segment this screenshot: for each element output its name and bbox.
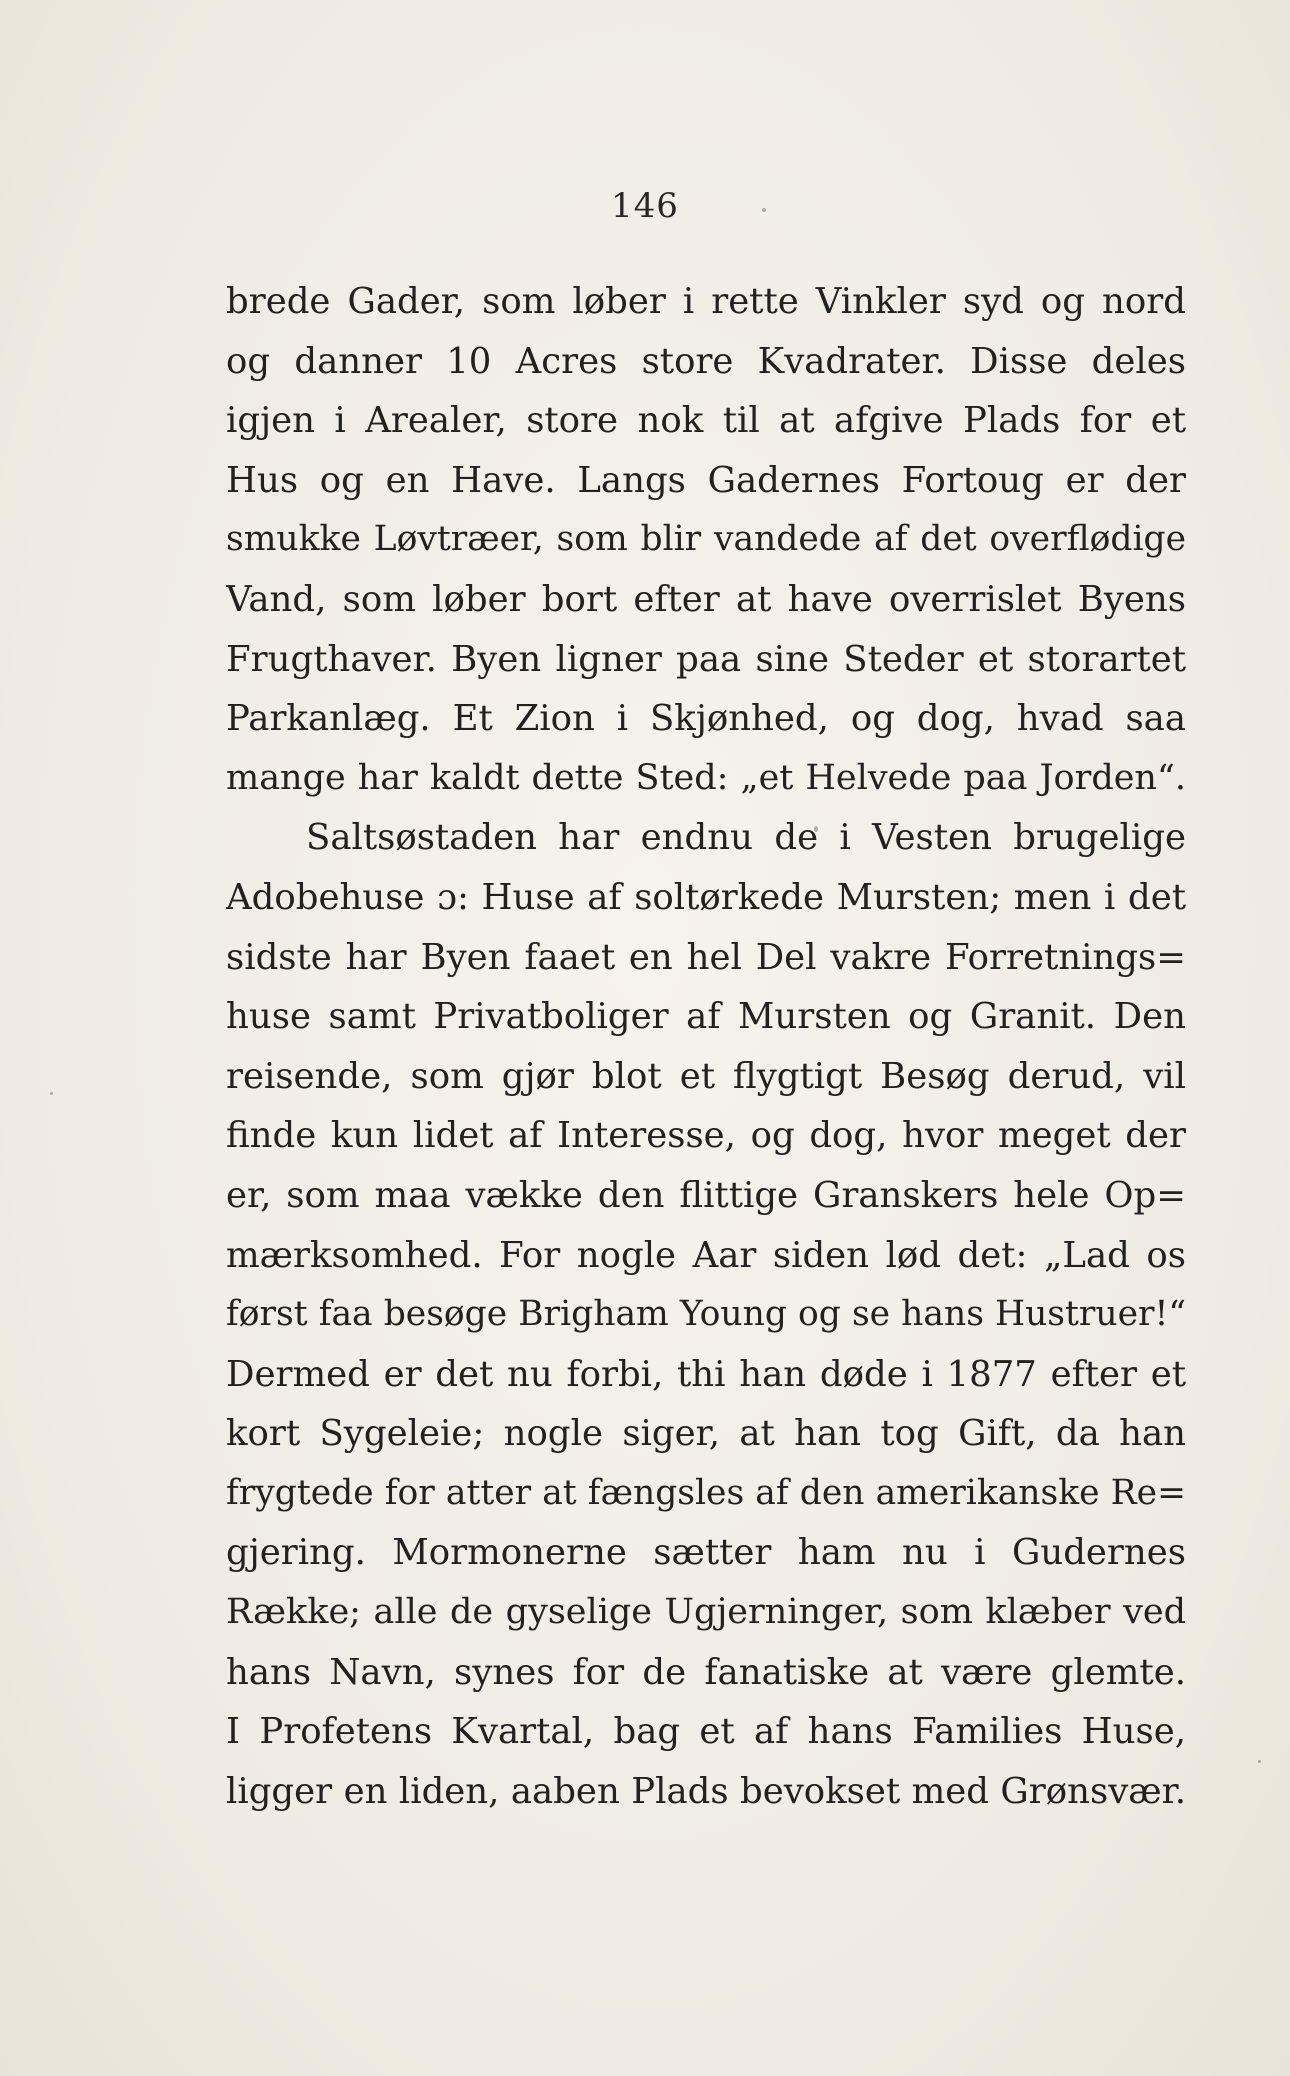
text-line: mange har kaldt dette Sted: „et Helvede paa Jorden“. xyxy=(226,757,1186,798)
text-line: finde kun lidet af Interesse, og dog, hvor meget der xyxy=(226,1115,1186,1157)
text-line: smukke Løvtræer, som blir vandede af det overflødige xyxy=(226,519,1186,560)
text-line: Saltsøstaden har endnu de i Vesten brugelige xyxy=(306,817,1186,859)
page-speck xyxy=(1258,1760,1261,1763)
text-line: Vand, som løber bort efter at have overrislet Byens xyxy=(226,578,1186,620)
text-line: Parkanlæg. Et Zion i Skjønhed, og dog, hvad saa xyxy=(226,698,1186,740)
text-line: reisende, som gjør blot et flygtigt Besøg derud, vil xyxy=(226,1055,1186,1097)
text-line: hans Navn, synes for de fanatiske at være glemte. xyxy=(226,1651,1186,1693)
text-line: Adobehuse ɔ: Huse af soltørkede Mursten; men i det xyxy=(226,876,1186,918)
text-line: brede Gader, som løber i rette Vinkler syd og nord xyxy=(226,281,1186,322)
page-speck xyxy=(50,1092,53,1095)
text-line: Frugthaver. Byen ligner paa sine Steder et storartet xyxy=(226,638,1186,680)
text-line: Dermed er det nu forbi, thi han døde i 1877 efter et xyxy=(226,1353,1186,1395)
text-line: er, som maa vække den flittige Granskers hele Op= xyxy=(226,1174,1186,1216)
page-number: 146 xyxy=(611,186,679,226)
text-line: gjering. Mormonerne sætter ham nu i Gudernes xyxy=(226,1532,1186,1574)
body-text xyxy=(226,272,1186,1821)
text-line: huse samt Privatboliger af Mursten og Granit. Den xyxy=(226,996,1186,1038)
text-line: ligger en liden, aaben Plads bevokset med Grønsvær. xyxy=(226,1770,1186,1812)
text-line: mærksomhed. For nogle Aar siden lød det: „Lad os xyxy=(226,1234,1186,1276)
text-line: først faa besøge Brigham Young og se hans Hustruer!“ xyxy=(226,1294,1186,1335)
text-line: Hus og en Have. Langs Gadernes Fortoug er der xyxy=(226,459,1186,501)
text-line: sidste har Byen faaet en hel Del vakre Forretnings= xyxy=(226,936,1186,978)
text-line: kort Sygeleie; nogle siger, at han tog Gift, da han xyxy=(226,1413,1186,1455)
text-line: og danner 10 Acres store Kvadrater. Disse deles xyxy=(226,340,1186,382)
text-line: igjen i Arealer, store nok til at afgive Plads for et xyxy=(226,400,1186,442)
text-line: Række; alle de gyselige Ugjerninger, som klæber ved xyxy=(226,1592,1186,1633)
text-line: I Profetens Kvartal, bag et af hans Families Huse, xyxy=(226,1711,1186,1753)
text-line: frygtede for atter at fængsles af den amerikanske Re= xyxy=(226,1472,1186,1513)
